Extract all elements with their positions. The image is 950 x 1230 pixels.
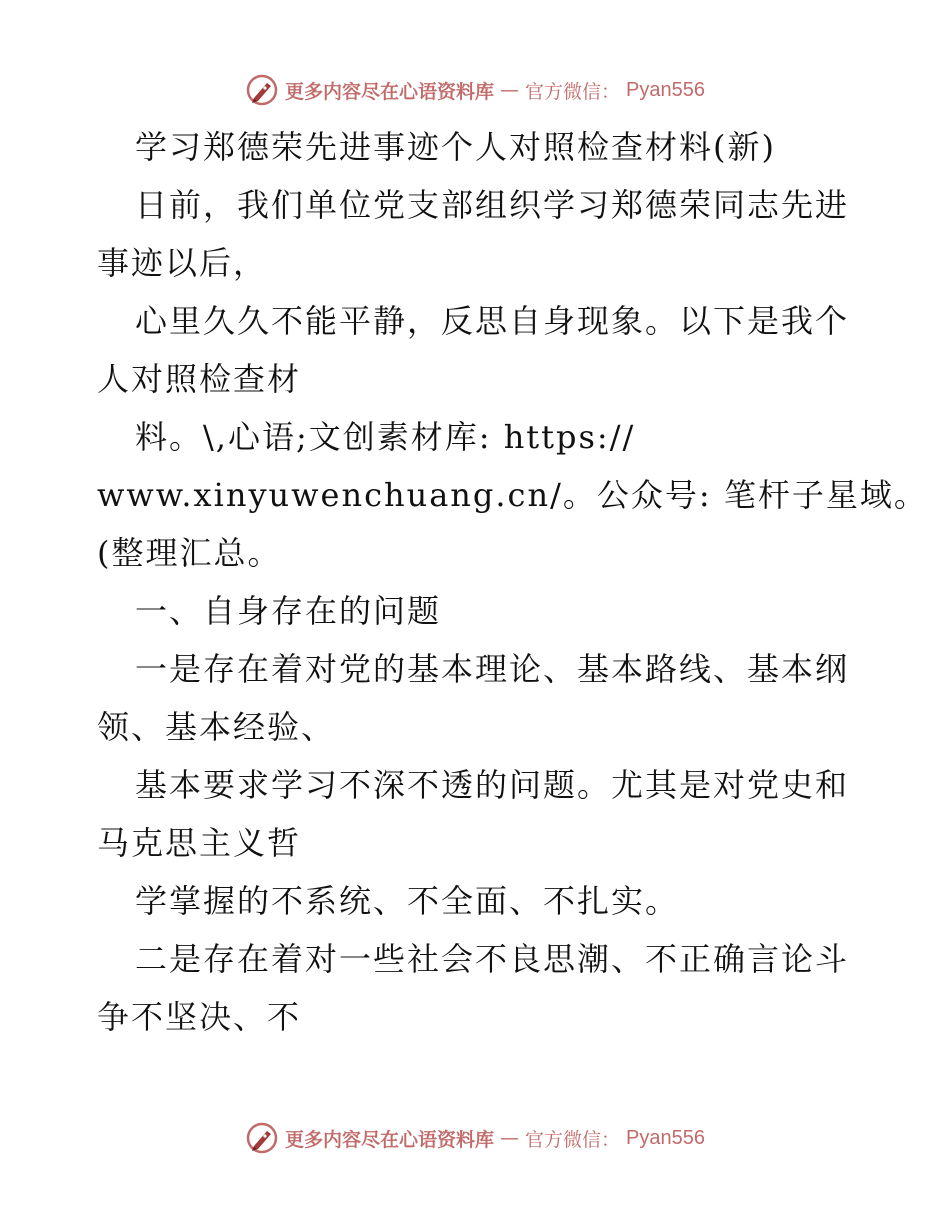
paragraph-line: (整理汇总。 (97, 534, 282, 572)
banner-wechat-label: 官方微信： (525, 80, 621, 103)
document-title: 学习郑德荣先进事迹个人对照检查材料(新) (135, 128, 776, 166)
banner-wechat-label: 官方微信： (525, 1128, 621, 1151)
paragraph-line: www.xinyuwenchuang.cn/。公众号: 笔杆子星域。 (97, 476, 928, 514)
paragraph-line: 日前，我们单位党支部组织学习郑德荣同志先进 (135, 186, 850, 224)
paragraph-line: 基本要求学习不深不透的问题。尤其是对党史和 (135, 766, 850, 804)
banner-wechat-id: Pyan556 (626, 78, 705, 101)
banner-title: 更多内容尽在心语资料库 (285, 1128, 495, 1151)
paragraph-line: 争不坚决、不 (97, 998, 302, 1036)
paragraph-line: 二是存在着对一些社会不良思潮、不正确言论斗 (135, 940, 850, 978)
paragraph-line: 一是存在着对党的基本理论、基本路线、基本纲 (135, 650, 850, 688)
paragraph-line: 学掌握的不系统、不全面、不扎实。 (135, 882, 680, 920)
paragraph-line: 料。\,心语;文创素材库: https:// (135, 418, 636, 456)
header-banner (0, 70, 950, 110)
paragraph-line: 领、基本经验、 (97, 708, 336, 746)
footer-banner (0, 1118, 950, 1158)
banner-wechat-id: Pyan556 (626, 1126, 705, 1149)
paragraph-line: 心里久久不能平静，反思自身现象。以下是我个 (135, 302, 850, 340)
paragraph-line: 马克思主义哲 (97, 824, 302, 862)
banner-separator: — (500, 1127, 520, 1149)
banner-title: 更多内容尽在心语资料库 (285, 80, 495, 103)
section-heading: 一、自身存在的问题 (135, 592, 442, 630)
banner-separator: — (500, 79, 520, 101)
pen-logo-icon (245, 1121, 279, 1155)
paragraph-line: 事迹以后， (97, 244, 268, 282)
paragraph-line: 人对照检查材 (97, 360, 302, 398)
pen-logo-icon (245, 73, 279, 107)
